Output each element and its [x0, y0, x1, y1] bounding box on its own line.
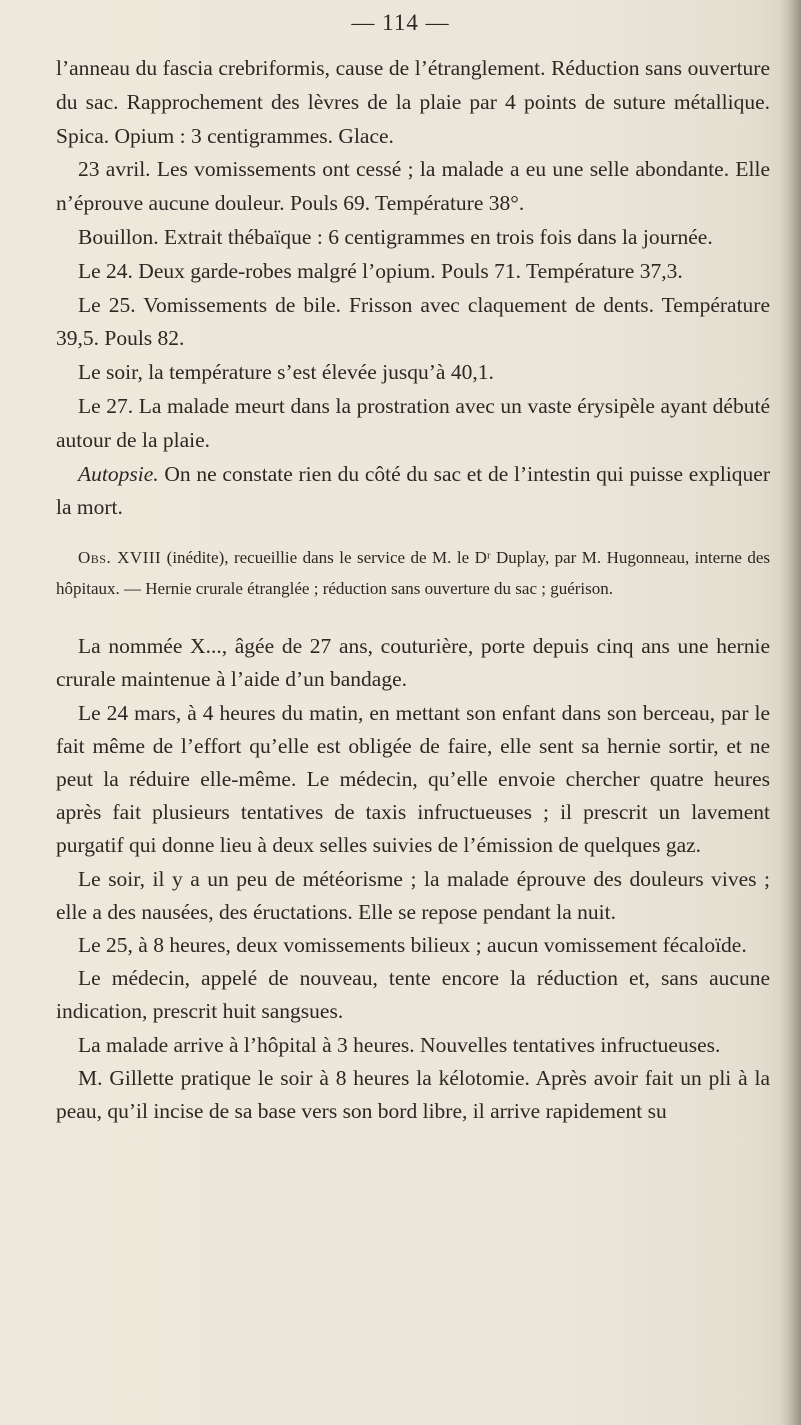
case-paragraph: 23 avril. Les vomissements ont cessé ; la malade a eu une selle abondante. Elle n’éprouve aucune douleur. Pouls 69. Température 38°.	[56, 157, 770, 216]
autopsy-paragraph	[56, 458, 770, 526]
case-paragraph: Le médecin, appelé de nouveau, tente encore la réduction et, sans aucune indication, prescrit huit sangsues.	[56, 966, 770, 1024]
case-paragraph: Le 25. Vomissements de bile. Frisson avec claquement de dents. Température 39,5. Pouls 82.	[56, 292, 770, 351]
case-paragraph: Le 25, à 8 heures, deux vomissements bilieux ; aucun vomissement fécaloïde.	[78, 932, 747, 957]
observation-label: Obs. XVIII	[78, 548, 162, 568]
case-paragraph: M. Gillette pratique le soir à 8 heures la kélotomie. Après avoir fait un pli à la peau, qu’il incise de sa base vers son bord libre, il arrive rapidement su	[56, 1065, 770, 1123]
observation-text: (inédite), recueillie dans le service de M. le Dʳ Duplay, par M. Hugonneau, interne des hôpitaux. — Hernie crurale étranglée ; réduction sans ouverture du sac ; guérison.	[56, 548, 770, 598]
case-paragraph: Bouillon. Extrait thébaïque : 6 centigrammes en trois fois dans la journée.	[78, 224, 713, 249]
autopsy-text: On ne constate rien du côté du sac et de l’intestin qui puisse expliquer la mort.	[56, 461, 770, 520]
section-gap	[56, 525, 770, 543]
case-paragraph: La malade arrive à l’hôpital à 3 heures. Nouvelles tentatives infructueuses.	[78, 1032, 721, 1057]
observation-heading	[56, 543, 770, 604]
autopsy-label: Autopsie.	[78, 461, 159, 486]
page-number: — 114 —	[351, 10, 450, 35]
case-paragraph: Le soir, la température s’est élevée jusqu’à 40,1.	[78, 360, 494, 385]
page-edge-shadow	[779, 0, 801, 1425]
page-body	[56, 52, 770, 1128]
case-paragraph: Le 24. Deux garde-robes malgré l’opium. Pouls 71. Température 37,3.	[78, 258, 683, 283]
case-paragraph: Le 27. La malade meurt dans la prostration avec un vaste érysipèle ayant débuté autour de la plaie.	[56, 393, 770, 452]
case-paragraph: Le 24 mars, à 4 heures du matin, en mettant son enfant dans son berceau, par le fait même de l’effort qu’elle est obligée de faire, elle sent sa hernie sortir, et ne peut la réduire elle-même. Le médecin, qu’elle envoie chercher quatre heures après fait plusieurs tentatives de taxis infructueuses ; il prescrit un lavement purgatif qui donne lieu à deux selles suivies de l’émission de quelques gaz.	[56, 700, 770, 858]
case-paragraph: Le soir, il y a un peu de météorisme ; la malade éprouve des douleurs vives ; elle a des nausées, des éructations. Elle se repose pendant la nuit.	[56, 866, 770, 924]
section-gap	[56, 604, 770, 630]
case-paragraph: l’anneau du fascia crebriformis, cause de l’étranglement. Réduction sans ouverture du sac. Rapprochement des lèvres de la plaie par 4 points de suture métallique. Spica. Opium : 3 centigrammes. Glace.	[56, 56, 770, 148]
case-paragraph: La nommée X..., âgée de 27 ans, couturière, porte depuis cinq ans une hernie crurale maintenue à l’aide d’un bandage.	[56, 634, 770, 692]
